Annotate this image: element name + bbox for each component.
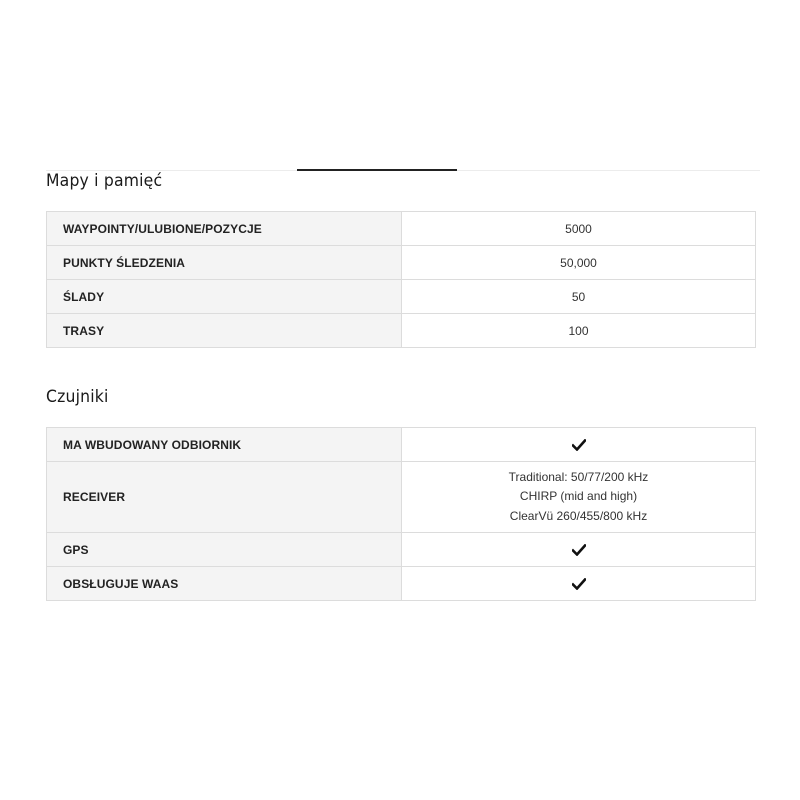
spec-label: PUNKTY ŚLEDZENIA [47, 246, 402, 280]
receiver-line: Traditional: 50/77/200 kHz [508, 469, 649, 484]
spec-value [402, 462, 756, 533]
table-row [47, 533, 756, 567]
maps-memory-spec-table [46, 211, 756, 348]
spec-label: MA WBUDOWANY ODBIORNIK [47, 428, 402, 462]
spec-label: OBSŁUGUJE WAAS [47, 567, 402, 601]
active-tab-indicator [297, 169, 457, 171]
table-row [47, 428, 756, 462]
spec-value [402, 533, 756, 567]
spec-value: 5000 [402, 212, 756, 246]
spec-value [402, 567, 756, 601]
table-row [47, 314, 756, 348]
spec-value [402, 428, 756, 462]
receiver-line: ClearVü 260/455/800 kHz [509, 508, 648, 523]
spec-value: 50 [402, 280, 756, 314]
table-row [47, 212, 756, 246]
section-title-sensors: Czujniki [46, 387, 109, 407]
spec-label: ŚLADY [47, 280, 402, 314]
check-icon [572, 544, 586, 556]
sensors-spec-table [46, 427, 756, 601]
receiver-line: CHIRP (mid and high) [519, 489, 638, 504]
spec-value: 100 [402, 314, 756, 348]
spec-label: RECEIVER [47, 462, 402, 533]
table-row [47, 246, 756, 280]
table-row [47, 280, 756, 314]
spec-label: TRASY [47, 314, 402, 348]
check-icon [572, 578, 586, 590]
table-row [47, 462, 756, 533]
table-row [47, 567, 756, 601]
spec-label: WAYPOINTY/ULUBIONE/POZYCJE [47, 212, 402, 246]
check-icon [572, 439, 586, 451]
spec-value: 50,000 [402, 246, 756, 280]
section-title-maps-memory: Mapy i pamięć [46, 171, 163, 191]
spec-label: GPS [47, 533, 402, 567]
